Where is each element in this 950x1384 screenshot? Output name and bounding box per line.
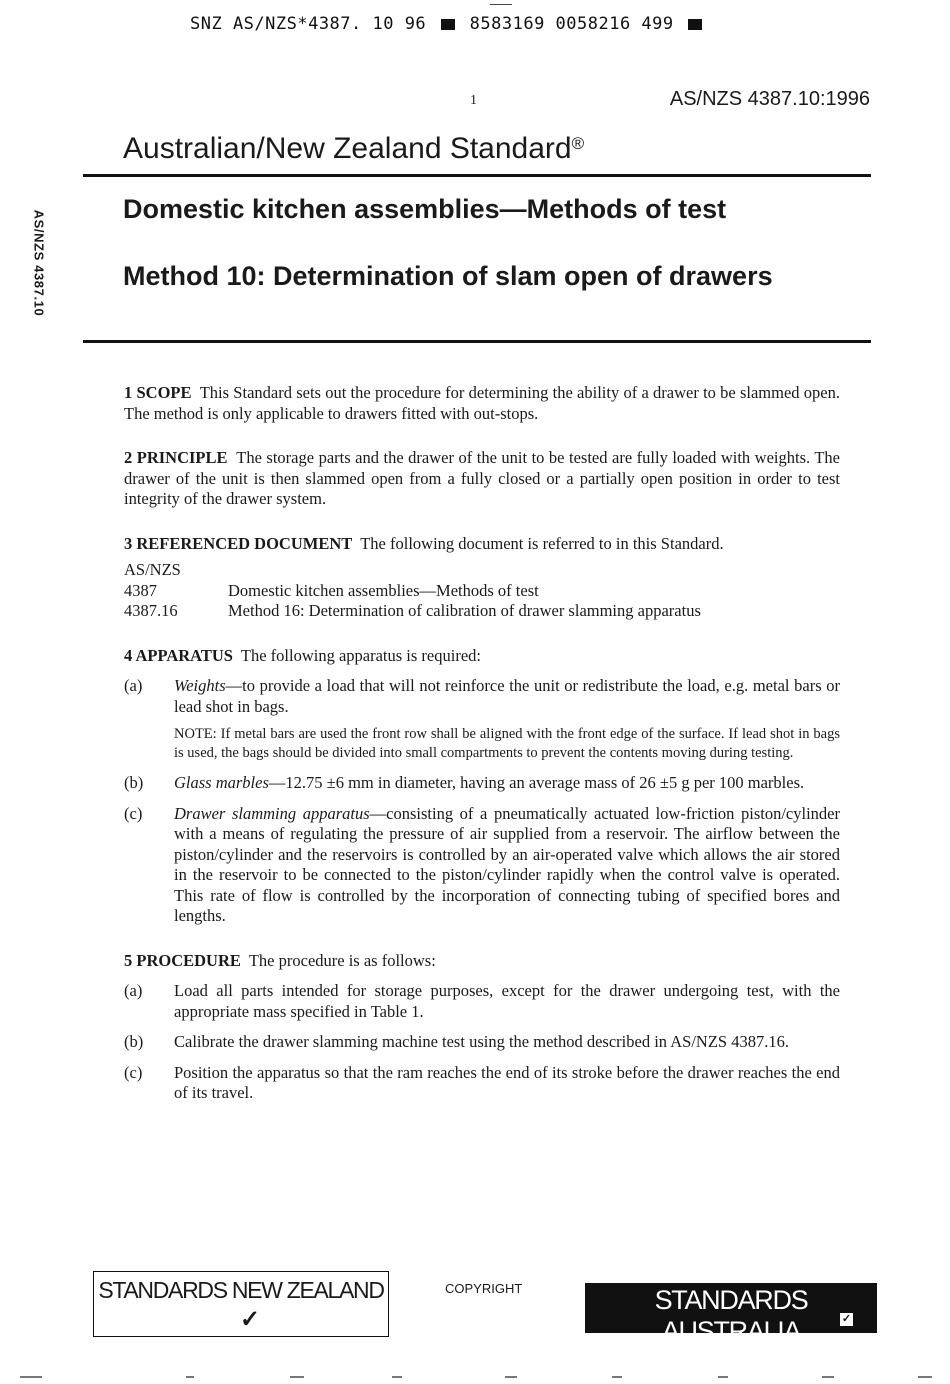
scan-mark <box>392 1376 402 1378</box>
list-item <box>124 1032 840 1053</box>
list-item <box>124 1063 840 1104</box>
page-number: 1 <box>470 93 477 108</box>
snz-logo-text: STANDARDS NEW ZEALAND <box>98 1277 384 1303</box>
series-title-text: Australian/New Zealand Standard <box>123 132 572 165</box>
document-code-line <box>190 14 790 34</box>
list-item-label: (a) <box>124 676 143 695</box>
document-code-part2: 8583169 0058216 499 <box>469 14 674 34</box>
list-item-label: (c) <box>124 803 143 823</box>
section-heading: 5 PROCEDURE <box>124 950 241 970</box>
standards-australia-logo <box>585 1283 877 1346</box>
scan-mark <box>718 1376 728 1378</box>
list-item-term: Glass marbles <box>174 773 269 792</box>
scan-mark <box>822 1376 834 1378</box>
document-title: Domestic kitchen assemblies—Methods of test <box>123 194 727 224</box>
reference-title: Domestic kitchen assemblies—Methods of test <box>228 580 539 600</box>
list-item-text: Position the apparatus so that the ram reaches the end of its stroke before the drawer reaches the end of its travel. <box>174 1062 840 1102</box>
scan-mark <box>505 1376 517 1378</box>
list-item-label: (a) <box>124 981 143 1000</box>
section-principle <box>124 448 840 510</box>
standards-new-zealand-logo <box>93 1271 389 1337</box>
check-mark-icon: ✓ <box>240 1307 261 1333</box>
section-heading: 2 PRINCIPLE <box>124 448 228 467</box>
section-scope <box>124 383 840 424</box>
reference-code: 4387 <box>124 580 157 600</box>
document-code-part1: SNZ AS/NZS*4387. 10 96 <box>190 14 427 34</box>
list-item-text: Load all parts intended for storage purposes, except for the drawer undergoing test, with the appropriate mass specified in Table 1. <box>174 981 840 1021</box>
divider-top <box>83 174 871 177</box>
scan-mark <box>612 1376 622 1378</box>
list-item-label: (b) <box>124 1032 144 1051</box>
section-heading: 1 SCOPE <box>124 383 192 402</box>
list-item-text: Calibrate the drawer slamming machine test using the method described in AS/NZS 4387.16. <box>174 1032 789 1051</box>
list-item <box>124 676 840 717</box>
list-item <box>124 981 840 1022</box>
scan-mark <box>490 4 512 5</box>
reference-title: Method 16: Determination of calibration of drawer slamming apparatus <box>228 601 701 620</box>
scan-mark <box>186 1376 194 1378</box>
list-item <box>124 804 840 927</box>
reference-row <box>124 581 840 602</box>
divider-bottom <box>83 340 871 343</box>
list-item-term: Weights <box>174 676 226 695</box>
section-heading: 4 APPARATUS <box>124 645 233 665</box>
section-referenced <box>124 534 840 622</box>
registered-mark: ® <box>571 134 585 153</box>
reference-row <box>124 601 840 622</box>
list-item-text: —12.75 ±6 mm in diameter, having an average mass of 26 ±5 g per 100 marbles. <box>268 773 805 792</box>
list-item-label: (c) <box>124 1062 143 1082</box>
check-mark-icon: ✓ <box>841 1313 852 1325</box>
sa-logo-text: STANDARDS AUSTRALIA <box>654 1285 808 1346</box>
side-label-text: AS/NZS 4387.10 <box>31 209 47 317</box>
section-text: The following apparatus is required: <box>240 645 481 665</box>
document-body <box>124 383 840 1128</box>
section-heading: 3 REFERENCED DOCUMENT <box>124 533 353 553</box>
standard-number: AS/NZS 4387.10:1996 <box>669 88 870 110</box>
reference-code: 4387.16 <box>124 601 178 620</box>
barcode-block <box>688 19 702 30</box>
scan-mark <box>20 1376 42 1378</box>
section-procedure <box>124 951 840 1104</box>
note: NOTE: If metal bars are used the front row shall be aligned with the front edge of the surface. If lead shot in bags is used, the bags should be divided into small compartments to prevent the contents moving during testing. <box>174 726 840 761</box>
section-text: This Standard sets out the procedure for determining the ability of a drawer to be slammed open. The method is only applicable to drawers fitted with out-stops. <box>124 383 840 423</box>
side-label <box>24 198 54 328</box>
list-item-text: —consisting of a pneumatically actuated low-friction piston/cylinder with a means of regulating the pressure of air supplied from a reservoir. The airflow between the piston/cylinder and the reservoirs is controlled by an air-operated valve which allows the air stored in the reservoir to be connected to the piston/cylinder rapidly when the control valve is operated. This rate of flow is controlled by the incorporation of connecting tubing of specified bores and lengths. <box>174 803 840 925</box>
series-title <box>123 132 584 166</box>
method-title: Method 10: Determination of slam open of drawers <box>123 261 773 291</box>
list-item-text: —to provide a load that will not reinforce the unit or redistribute the load, e.g. metal bars or lead shot in bags. <box>174 676 840 716</box>
section-text: The procedure is as follows: <box>248 950 436 970</box>
section-apparatus <box>124 646 840 927</box>
scan-mark <box>918 1376 932 1378</box>
list-item-term: Drawer slamming apparatus <box>174 803 370 823</box>
scan-mark <box>290 1376 304 1378</box>
barcode-block <box>441 19 455 30</box>
section-text: The following document is referred to in this Standard. <box>360 533 724 553</box>
reference-list-header: AS/NZS <box>124 560 181 579</box>
section-text: The storage parts and the drawer of the unit to be tested are fully loaded with weights. The drawer of the unit is then slammed open from a fully closed or a partially open position in order to test integrity of the drawer system. <box>124 448 841 508</box>
copyright-label: COPYRIGHT <box>445 1281 523 1296</box>
list-item <box>124 773 840 794</box>
list-item-label: (b) <box>124 773 144 792</box>
